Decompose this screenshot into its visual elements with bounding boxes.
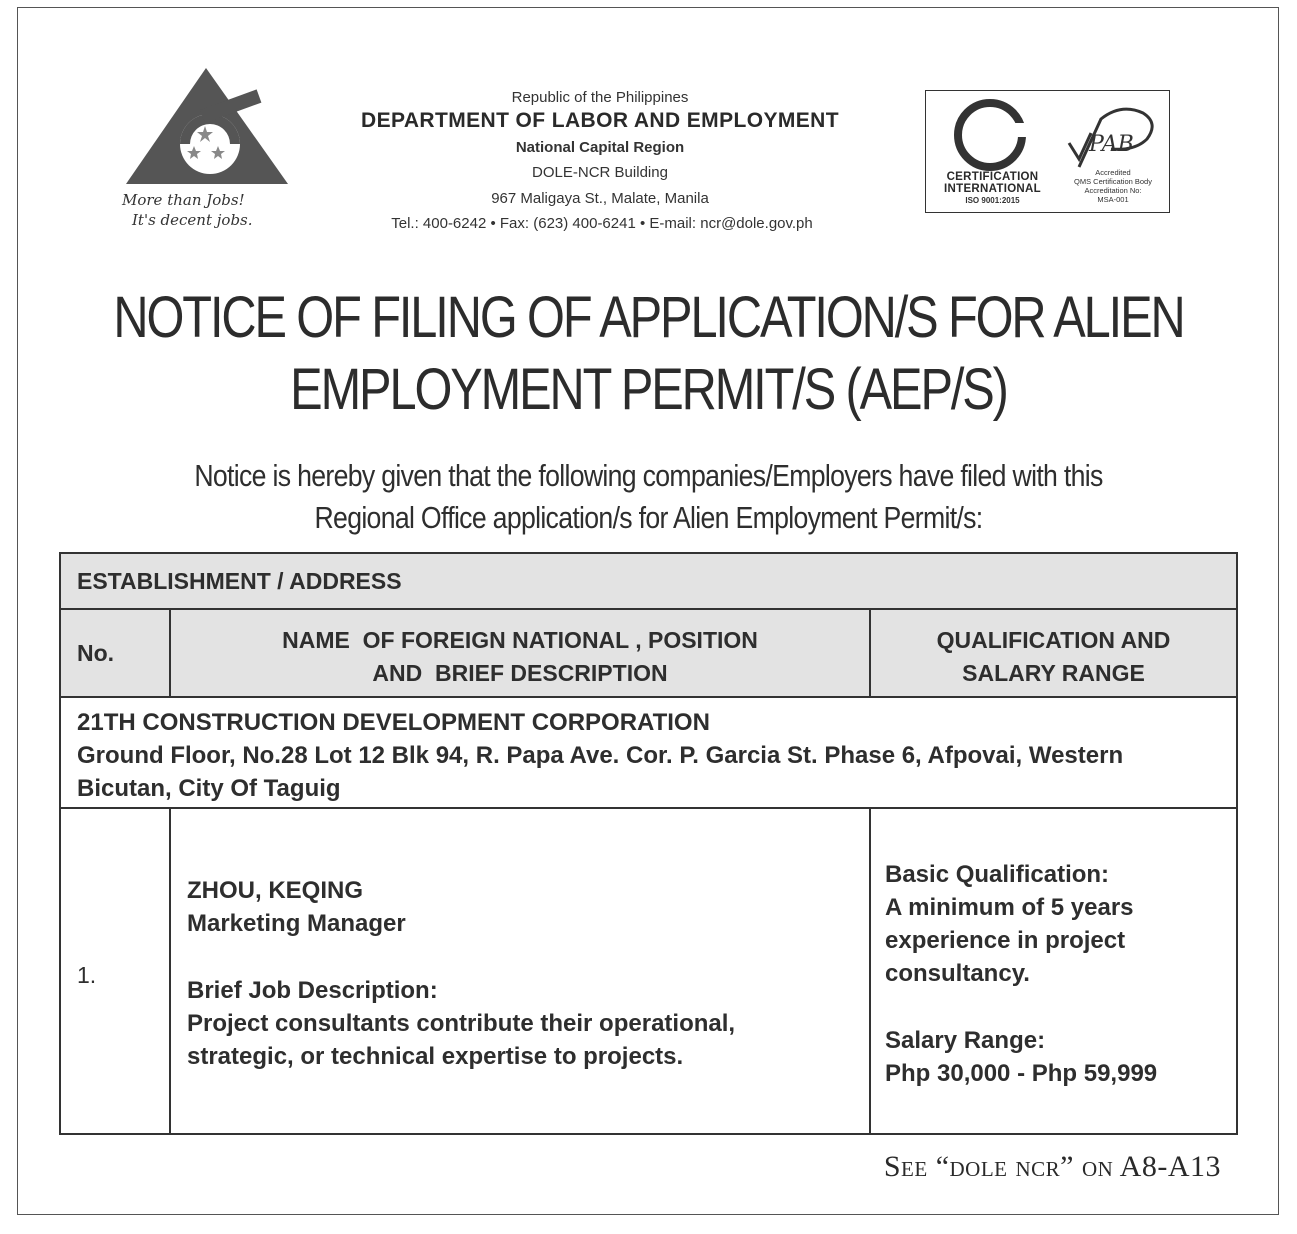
job-description: Project consultants contribute their operational, strategic, or technical expertise to projects. — [187, 1010, 736, 1070]
aep-table — [59, 552, 1238, 1135]
table-divider — [61, 807, 1236, 809]
pab-line-1: Accredited — [1095, 168, 1131, 177]
column-divider — [169, 809, 171, 1133]
row-number: 1. — [77, 962, 97, 988]
notice-intro-line-2: Regional Office application/s for Alien Employment Permit/s: — [314, 500, 983, 535]
pab-line-3: Accreditation No: — [1084, 186, 1142, 195]
certification-iso: ISO 9001:2015 — [965, 196, 1020, 205]
certification-name-line-2: INTERNATIONAL — [944, 183, 1041, 195]
pab-logo-icon — [1061, 99, 1166, 169]
column-divider — [169, 610, 171, 696]
certification-name-line-1: CERTIFICATION — [946, 171, 1039, 183]
column-header-name — [171, 610, 869, 696]
column-header-name-line-1: NAME OF FOREIGN NATIONAL , POSITION — [282, 627, 758, 653]
table-divider — [61, 696, 1236, 698]
header-address: 967 Maligaya St., Malate, Manila — [491, 190, 709, 207]
column-header-qualification-line-2: SALARY RANGE — [962, 660, 1145, 686]
column-divider — [869, 809, 871, 1133]
header-building: DOLE-NCR Building — [532, 164, 668, 181]
establishment-address: Ground Floor, No.28 Lot 12 Blk 94, R. Papa Ave. Cor. P. Garcia St. Phase 6, Afpovai, Western Bicutan, City Of Taguig — [77, 742, 1124, 802]
notice-title-line-2: EMPLOYMENT PERMIT/S (AEP/S) — [290, 357, 1007, 422]
certification-box — [925, 90, 1170, 213]
notice-intro-line-1: Notice is hereby given that the following companies/Employers have filed with this — [194, 458, 1103, 493]
logo-tagline-2: It's decent jobs. — [132, 211, 253, 229]
dole-logo-icon — [118, 62, 298, 242]
qualification-text: A minimum of 5 years experience in project consultancy. — [885, 894, 1134, 987]
column-divider — [869, 610, 871, 696]
column-header-no: No. — [77, 640, 115, 666]
foreign-national-name: ZHOU, KEQING — [187, 877, 364, 904]
pab-line-4: MSA-001 — [1097, 195, 1129, 204]
header-republic: Republic of the Philippines — [511, 89, 689, 106]
salary-range-label: Salary Range: — [885, 1027, 1046, 1054]
header-department: DEPARTMENT OF LABOR AND EMPLOYMENT — [361, 109, 839, 132]
pab-accreditation-text — [1058, 168, 1168, 204]
logo-tagline-1: More than Jobs! — [122, 191, 245, 209]
see-reference-note: See “dole ncr” on A8-A13 — [883, 1150, 1221, 1183]
salary-range: Php 30,000 - Php 59,999 — [885, 1060, 1158, 1087]
notice-title-line-1: NOTICE OF FILING OF APPLICATION/S FOR ALIEN — [113, 285, 1184, 350]
column-header-qualification — [871, 610, 1236, 696]
establishment-name: 21TH CONSTRUCTION DEVELOPMENT CORPORATION — [77, 709, 710, 736]
certification-name — [930, 171, 1055, 195]
header-contact: Tel.: 400-6242 • Fax: (623) 400-6241 • E-mail: ncr@dole.gov.ph — [391, 215, 813, 232]
job-description-label: Brief Job Description: — [187, 977, 438, 1004]
pab-line-2: QMS Certification Body — [1074, 177, 1152, 186]
header-region: National Capital Region — [515, 139, 685, 156]
pab-logo-text: PAB — [1089, 132, 1134, 157]
column-header-name-line-2: AND BRIEF DESCRIPTION — [372, 660, 668, 686]
column-header-qualification-line-1: QUALIFICATION AND — [936, 627, 1171, 653]
qualification-label: Basic Qualification: — [885, 861, 1110, 888]
establishment-header: ESTABLISHMENT / ADDRESS — [61, 554, 1236, 608]
foreign-national-position: Marketing Manager — [187, 910, 406, 937]
